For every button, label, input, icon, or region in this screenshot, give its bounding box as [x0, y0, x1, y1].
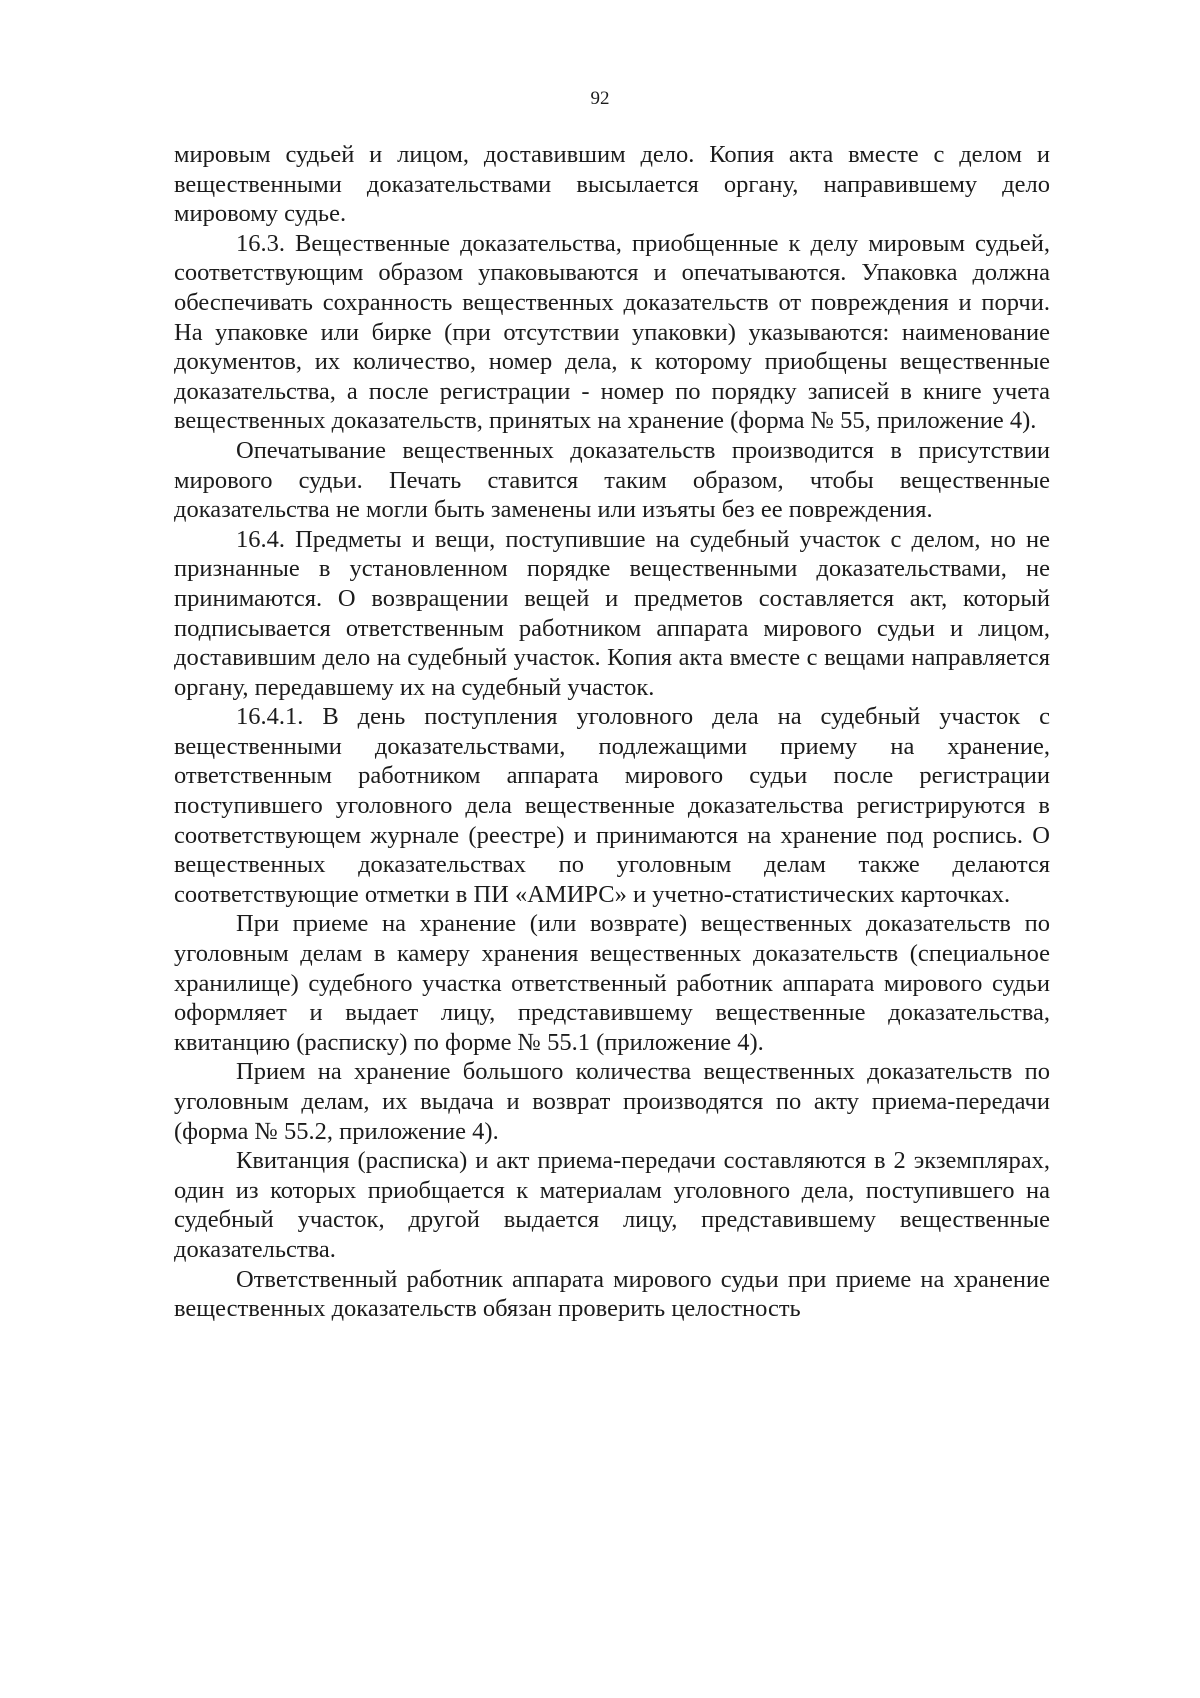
paragraph-storage-receipt: При приеме на хранение (или возврате) вещественных доказательств по уголовным делам в камеру хранения вещественных доказательств (специальное хранилище) судебного участка ответственный работник аппарата мирового судьи оформляет и выдает лицу, представившему вещественные доказательства, квитанцию (расписку) по форме № 55.1 (приложение 4). — [174, 910, 1050, 1056]
page-number: 92 — [590, 88, 610, 109]
paragraph-16-4: 16.4. Предметы и вещи, поступившие на судебный участок с делом, но не признанные в установленном порядке вещественными доказательствами, не принимаются. О возвращении вещей и предметов составляется акт, который подписывается ответственным работником аппарата мирового судьи и лицом, доставившим дело на судебный участок. Копия акта вместе с вещами направляется органу, передавшему их на судебный участок. — [174, 525, 1050, 701]
paragraph-sealing: Опечатывание вещественных доказательств производится в присутствии мирового судьи. Печать ставится таким образом, чтобы вещественные доказательства не могли быть заменены или изъяты без ее повреждения. — [174, 436, 1050, 524]
paragraph-integrity-check: Ответственный работник аппарата мирового судьи при приеме на хранение вещественных доказательств обязан проверить целостность — [174, 1265, 1050, 1323]
paragraph-continuation: мировым судьей и лицом, доставившим дело. Копия акта вместе с делом и вещественными доказательствами высылается органу, направившему дело мировому судье. — [174, 141, 1050, 228]
paragraph-receipt-copies: Квитанция (расписка) и акт приема-передачи составляются в 2 экземплярах, один из которых приобщается к материалам уголовного дела, поступившего на судебный участок, другой выдается лицу, представившему вещественные доказательства. — [174, 1147, 1050, 1263]
document-body — [174, 140, 1050, 1324]
paragraph-bulk-acceptance: Прием на хранение большого количества вещественных доказательств по уголовным делам, их выдача и возврат производятся по акту приема-передачи (форма № 55.2, приложение 4). — [174, 1058, 1050, 1145]
paragraph-16-4-1: 16.4.1. В день поступления уголовного дела на судебный участок с вещественными доказательствами, подлежащими приему на хранение, ответственным работником аппарата мирового судьи после регистрации поступившего уголовного дела вещественные доказательства регистрируются в соответствующем журнале (реестре) и принимаются на хранение под роспись. О вещественных доказательствах по уголовным делам также делаются соответствующие отметки в ПИ «АМИРС» и учетно-статистических карточках. — [174, 703, 1050, 908]
paragraph-16-3: 16.3. Вещественные доказательства, приобщенные к делу мировым судьей, соответствующим образом упаковываются и опечатываются. Упаковка должна обеспечивать сохранность вещественных доказательств от повреждения и порчи. На упаковке или бирке (при отсутствии упаковки) указываются: наименование документов, их количество, номер дела, к которому приобщены вещественные доказательства, а после регистрации - номер по порядку записей в книге учета вещественных доказательств, принятых на хранение (форма № 55, приложение 4). — [174, 229, 1050, 435]
